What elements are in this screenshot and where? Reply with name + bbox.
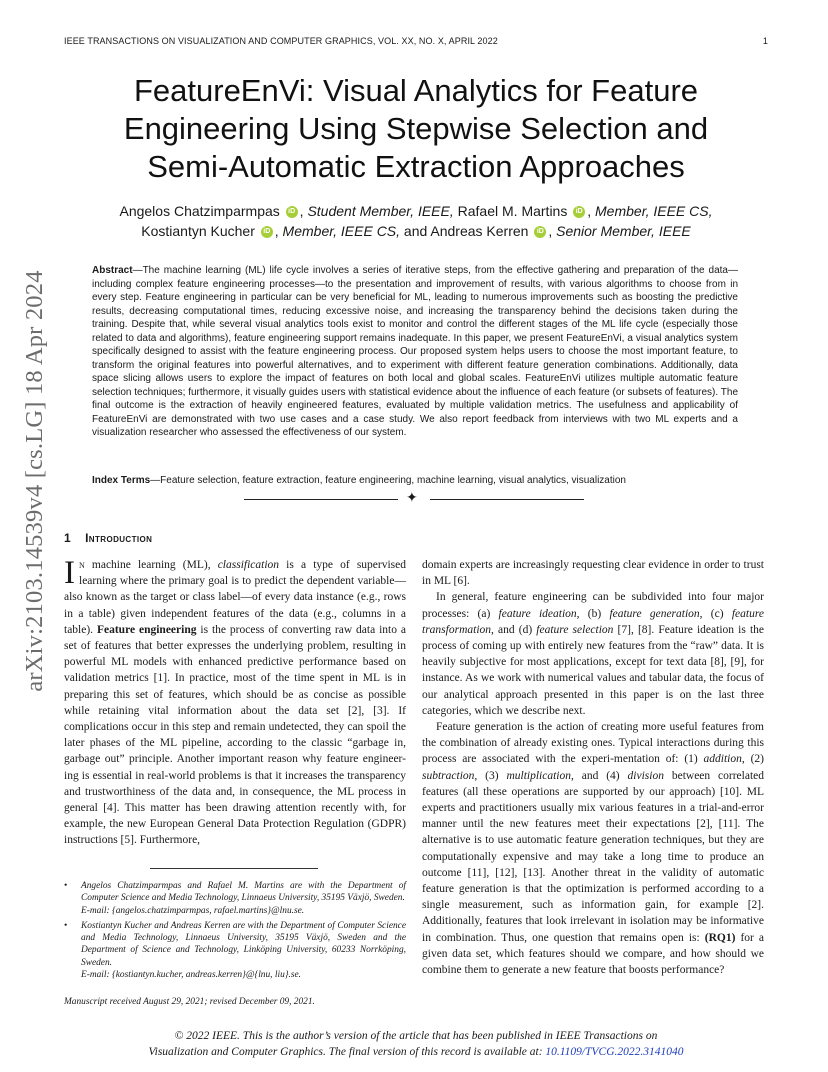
running-title: IEEE TRANSACTIONS ON VISUALIZATION AND COMPUTER GRAPHICS, VOL. XX, NO. X, APRIL 2022 xyxy=(64,36,498,46)
body-column-left xyxy=(64,557,406,849)
text-run: In general, feature engineering can be subdivided into four major processes: (a) xyxy=(422,591,764,620)
orcid-icon[interactable]: iD xyxy=(573,206,585,218)
divider-diamond-icon: ✦ xyxy=(406,491,418,506)
abstract xyxy=(92,264,738,440)
paragraph-feature-generation xyxy=(422,719,764,978)
copyright-notice xyxy=(64,1028,768,1060)
footnote-2-text: Kostiantyn Kucher and Andreas Kerren are with the Department of Computer Science and Media Technology, Linnaeus University, 35195 Växjö, Sweden and the Department of Science and Technology, Linköping University, 60233 Norrköping, Sweden. xyxy=(81,920,406,968)
section-heading xyxy=(64,531,152,545)
orcid-icon[interactable]: iD xyxy=(286,206,298,218)
running-header xyxy=(64,36,768,46)
orcid-icon[interactable]: iD xyxy=(261,226,273,238)
paragraph-continued: domain experts are increasingly requesting clear evidence in order to trust in ML [6]. xyxy=(422,559,764,588)
section-divider xyxy=(244,492,584,506)
title-line-3: Semi-Automatic Extraction Approaches xyxy=(147,149,685,184)
arxiv-stamp xyxy=(20,270,50,692)
orcid-icon[interactable]: iD xyxy=(534,226,546,238)
footnote-1-email: E-mail: {angelos.chatzimparmpas, rafael.martins}@lnu.se. xyxy=(81,905,305,916)
text-run: , (3) xyxy=(474,769,507,782)
author-2-role: Member, IEEE CS, xyxy=(595,203,713,219)
lead-in: n xyxy=(79,559,85,571)
author-list: Angelos Chatzimparmpas iD , Student Member, IEEE, Rafael M. Martins iD , Member, IEEE CS, Kostiantyn Kucher iD , Member, IEEE CS, and Andreas Kerren iD , Senior Member, IEEE xyxy=(119,203,713,239)
emphasis: feature transformation xyxy=(422,607,764,636)
author-3-name: Kostiantyn Kucher xyxy=(141,223,255,239)
dropcap-letter: I xyxy=(64,555,75,591)
emphasis: multiplication xyxy=(506,769,571,782)
text-run: is a type of supervised learning where the primary goal is to predict the dependent variable—also known as the target or class label—of every data instance (e.g., rows in a table) given independent features of the data (e.g., columns in a table). xyxy=(64,559,407,636)
section-number: 1 xyxy=(64,531,72,545)
arxiv-stamp-text: arXiv:2103.14539v4 [cs.LG] 18 Apr 2024 xyxy=(21,270,48,692)
copyright-line-1: © 2022 IEEE. This is the author’s version of the article that has been published in IEEE Transactions on xyxy=(174,1030,658,1042)
author-1-role: Student Member, IEEE, xyxy=(307,203,454,219)
text-run: Feature generation is the action of creating more useful features from the combination of already existing ones. Typical interactions during this process are associated with the experi-mentation of: (1) xyxy=(422,721,764,766)
emphasis: addition xyxy=(703,753,742,766)
text-run: machine learning (ML), xyxy=(84,559,218,571)
emphasis: subtraction xyxy=(422,769,475,782)
text-run: , (b) xyxy=(576,607,610,620)
footnote-rule xyxy=(150,868,318,869)
emphasis: division xyxy=(627,769,664,782)
title-line-2: Engineering Using Stepwise Selection and xyxy=(123,111,709,146)
footnote-2 xyxy=(64,920,406,981)
text-run: is the process of converting raw data into a set of features that better expresses the underlying problem, resulting in powerful ML models with enhanced predictive performance based on validation metrics [1]. In practice, most of the time spent in ML is in preparing this set of features, which should be as concise as possible while retaining vital information about the data set [2], [3]. If complications occur in this step and remain undetected, they can spoil the later phases of the ML pipeline, according to the classic “garbage in, garbage out” principle. Another important reason why feature engineer-ing is essential in real-world problems is that it increases the transparency and trustworthiness of the data and, in consequence, the ML process in general [4]. This matter has been drawing attention recently with, for example, the new European General Data Protection Regulation (GDPR) instructions [5]. Furthermore, xyxy=(64,623,406,847)
manuscript-note: Manuscript received August 29, 2021; revised December 09, 2021. xyxy=(64,997,315,1007)
emphasis: feature generation xyxy=(609,607,700,620)
bold-term: Feature engineering xyxy=(96,623,197,636)
paper-title xyxy=(64,72,768,186)
footnote-1-text: Angelos Chatzimparmpas and Rafael M. Martins are with the Department of Computer Science and Media Technology, Linnaeus University, 35195 Växjö, Sweden. xyxy=(81,881,406,904)
text-run: , and (d) xyxy=(491,623,537,636)
research-question: (RQ1) xyxy=(704,931,736,944)
intro-paragraph xyxy=(64,557,406,849)
emphasis: feature ideation xyxy=(498,607,577,620)
text-run: for a given data set, which features should we compare, and how should we combine them to generate a new feature that boosts performance? xyxy=(422,931,765,977)
body-column-right xyxy=(422,557,764,978)
text-run: , and (4) xyxy=(570,769,628,782)
text-run: between correlated features (all these operations are supported by our approach) [10]. ML experts and practitioners usually mix various features in a trial-and-error manner until the new features meet their expectations [2], [11]. The alternative is to use automatic feature generation techniques, but they are computationally expensive and may take a long time to produce an outcome [11], [12], [13]. Another threat in the validity of automatic feature generation is that the optimization is performed according to a single measurement, such as information gain, for example [2]. Additionally, features that look irrelevant in isolation may be informative in combination. Thus, one question that remains open is: xyxy=(422,769,765,944)
text-run: , (c) xyxy=(699,607,732,620)
author-3-role: Member, IEEE CS, xyxy=(282,223,401,239)
bullet-icon: • xyxy=(64,881,68,891)
divider-line-right xyxy=(430,499,584,500)
bullet-icon: • xyxy=(64,920,68,931)
title-line-1: FeatureEnVi: Visual Analytics for Feature xyxy=(133,73,699,108)
footnote-2-email: E-mail: {kostiantyn.kucher, andreas.kerren}@{lnu, liu}.se. xyxy=(81,970,302,981)
author-4-role: Senior Member, IEEE xyxy=(556,223,691,239)
index-terms-label: Index Terms xyxy=(92,475,151,486)
emphasis: feature selection xyxy=(536,623,614,636)
divider-line-left xyxy=(244,499,398,500)
paragraph-feature-engineering xyxy=(422,589,764,719)
author-1-name: Angelos Chatzimparmpas xyxy=(119,203,280,219)
footnote-1 xyxy=(64,880,406,917)
text-run: [7], [8]. Feature ideation is the process of coming up with entirely new features from the “raw” data. It is heavily subjective for most applications, except for text data [8], [9], for instance. As we work with numerical values and tabular data, the focus of our analytical approach presented in this paper is on the last three categories, which we describe next. xyxy=(422,623,764,717)
text-run: , (2) xyxy=(741,753,764,766)
author-4-name: and Andreas Kerren xyxy=(403,223,529,239)
abstract-label: Abstract xyxy=(92,265,133,276)
footnotes xyxy=(64,880,406,984)
abstract-text: —The machine learning (ML) life cycle involves a series of iterative steps, from the effective gathering and preparation of the data—including complex feature engineering processes—to the presentation and improvement of results, with various algorithms to choose from in every step. Feature engineering in particular can be very beneficial for ML, leading to numerous improvements such as boosting the predictive results, decreasing computational times, reducing excessive noise, and increasing the transparency behind the decisions taken during the training. Despite that, while several visual analytics tools exist to monitor and control the different stages of the ML life cycle (especially those related to data and algorithms), feature engineering support remains inadequate. In this paper, we present FeatureEnVi, a visual analytics system specifically designed to assist with the feature engineering process. Our proposed system helps users to choose the most important feature, to transform the original features into powerful alternatives, and to experiment with different feature generation combinations. Additionally, data space slicing allows users to explore the impact of features on both local and global scales. FeatureEnVi utilizes multiple automatic feature selection techniques; furthermore, it visually guides users with statistical evidence about the influence of each feature (or subsets of features). The final outcome is the extraction of heavily engineered features, evaluated by multiple validation metrics. The usefulness and applicability of FeatureEnVi are demonstrated with two use cases and a case study. We also report feedback from interviews with two ML experts and a visualization researcher who assessed the effectiveness of our system. xyxy=(92,265,738,438)
index-terms-text: —Feature selection, feature extraction, feature engineering, machine learning, visual analytics, visualization xyxy=(150,475,626,486)
section-title: Introduction xyxy=(85,531,153,545)
copyright-line-2: Visualization and Computer Graphics. The final version of this record is available at: xyxy=(148,1046,546,1058)
index-terms xyxy=(92,474,738,487)
emphasis: classification xyxy=(217,559,280,571)
author-2-name: Rafael M. Martins xyxy=(457,203,568,219)
doi-link[interactable]: 10.1109/TVCG.2022.3141040 xyxy=(545,1046,684,1058)
page-number: 1 xyxy=(762,36,768,46)
